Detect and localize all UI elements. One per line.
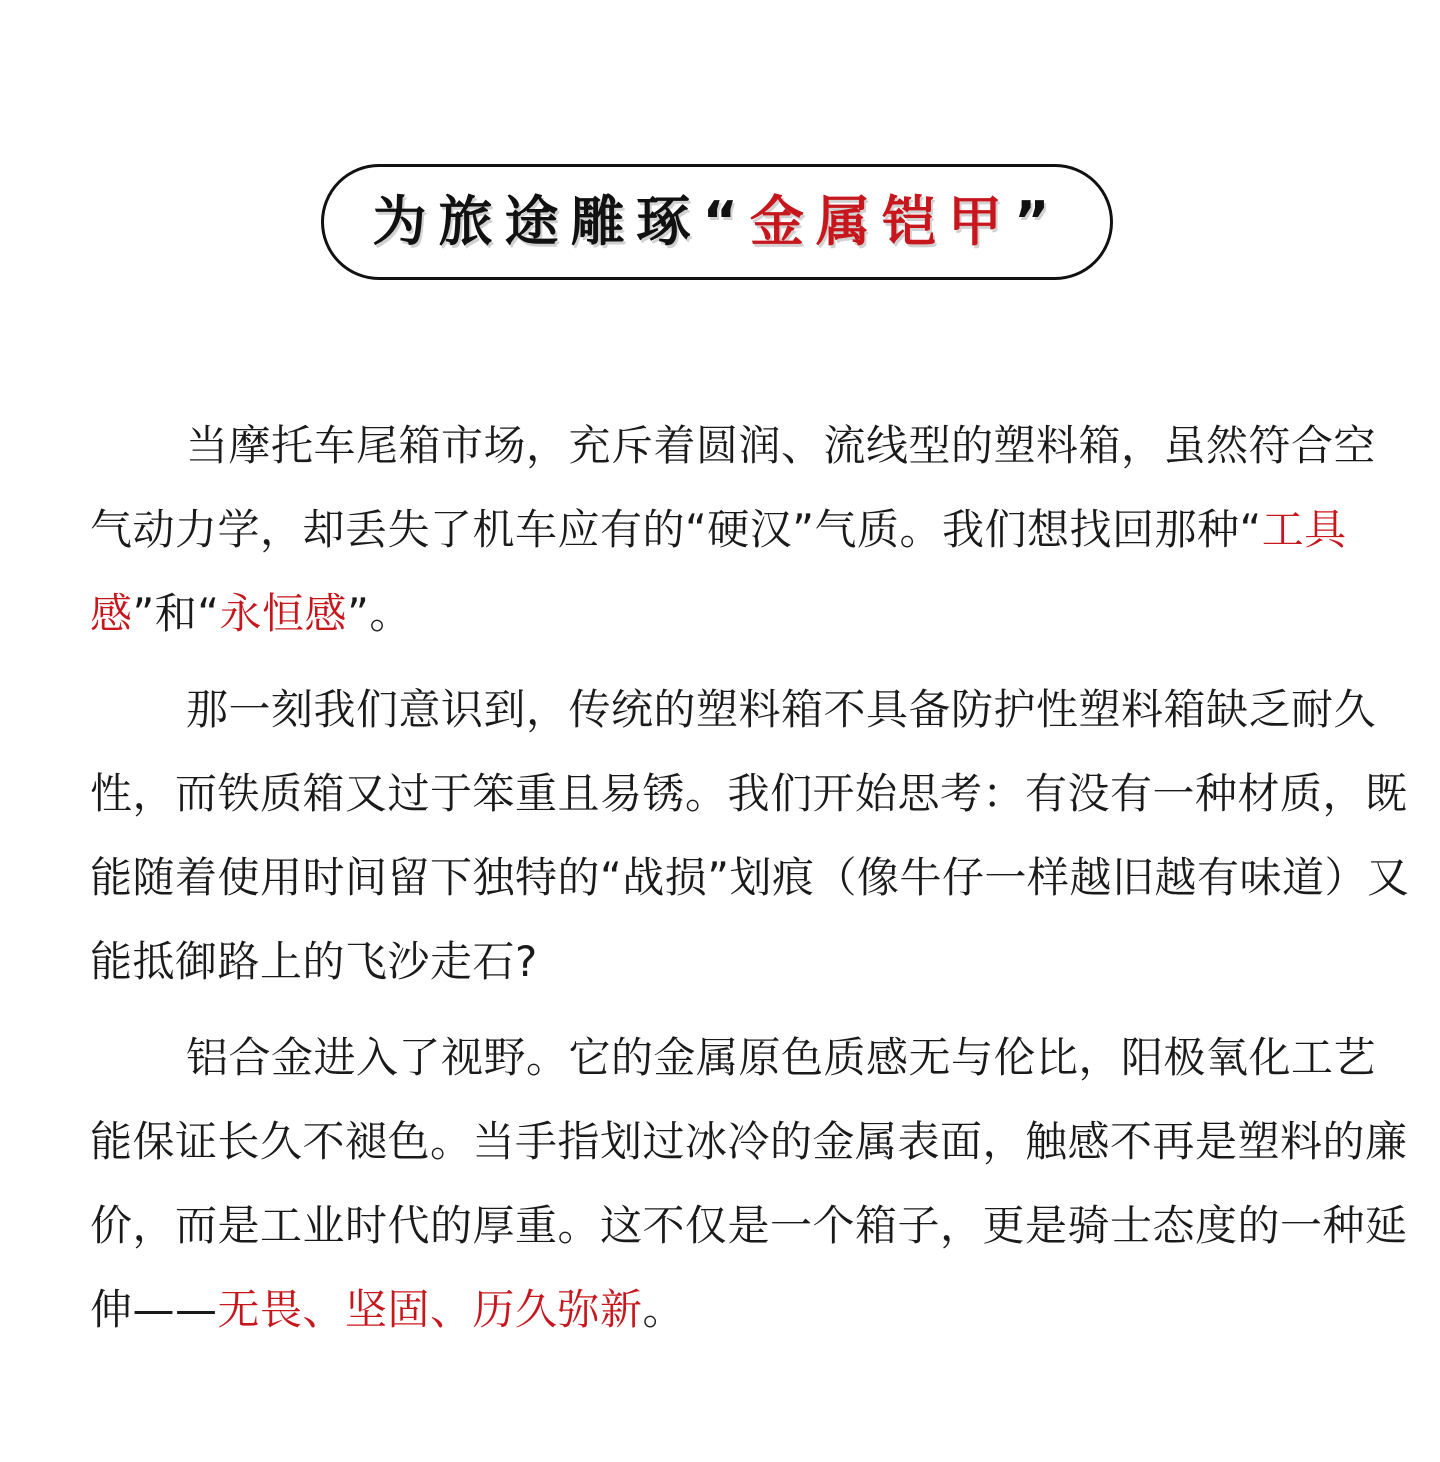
title-highlight: 金属铠甲: [750, 190, 1014, 253]
paragraph-1-text-2: ”和“: [132, 589, 220, 638]
title-prefix: 为旅途雕琢: [372, 190, 703, 253]
paragraph-3-end: 。: [642, 1285, 686, 1334]
title-close-quote: ”: [1014, 190, 1062, 253]
paragraph-2-text: 那一刻我们意识到，传统的塑料箱不具备防护性塑料箱缺乏耐久性，而铁质箱又过于笨重且易锈。我们开始思考：有没有一种材质，既能随着使用时间留下独特的“战损”划痕（像牛仔一样越旧越有味道）又能抵御路上的飞沙走石?: [90, 685, 1410, 986]
paragraph-3: [90, 1016, 1410, 1352]
paragraph-1-text-3: ”。: [347, 589, 412, 638]
section-title-badge: [321, 164, 1113, 280]
highlight-eternal-feel: 永恒感: [219, 589, 348, 638]
paragraph-2: [90, 668, 1410, 1004]
paragraph-3-text: 铝合金进入了视野。它的金属原色质感无与伦比，阳极氧化工艺能保证长久不褪色。当手指划过冰冷的金属表面，触感不再是塑料的廉价，而是工业时代的厚重。这不仅是一个箱子，更是骑士态度的一种延伸——: [90, 1033, 1408, 1334]
article-body: [90, 404, 1410, 1352]
highlight-values: 无畏、坚固、历久弥新: [217, 1285, 643, 1334]
section-title: [372, 190, 1062, 253]
title-open-quote: “: [702, 190, 750, 253]
paragraph-1: [90, 404, 1410, 656]
paragraph-1-text-1: 当摩托车尾箱市场，充斥着圆润、流线型的塑料箱，虽然符合空气动力学，却丢失了机车应有的“硬汉”气质。我们想找回那种“: [90, 421, 1377, 554]
highlight-tool-feel: 工具感: [90, 505, 1347, 638]
